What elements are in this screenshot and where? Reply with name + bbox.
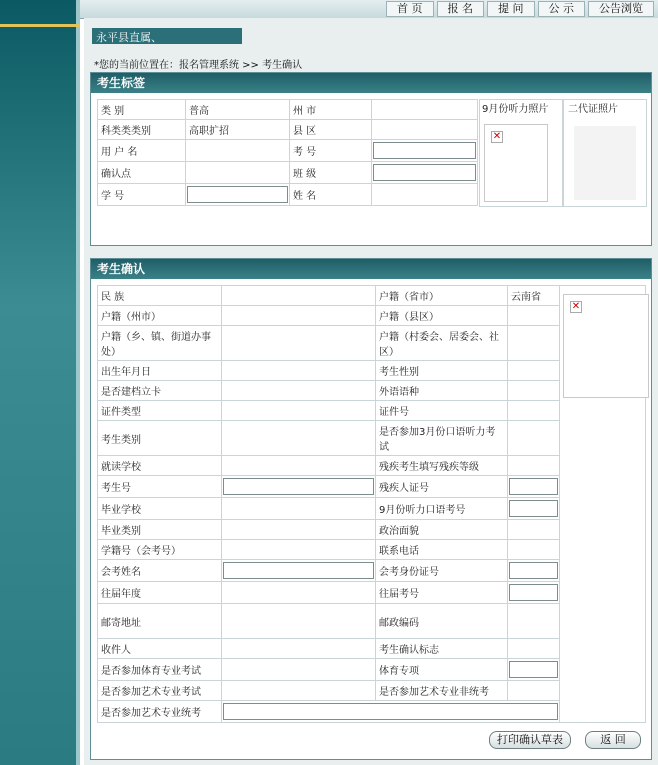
student-confirm-table bbox=[97, 285, 560, 723]
tag-row bbox=[98, 184, 478, 206]
confirm-value bbox=[222, 421, 376, 456]
confirm-value bbox=[222, 286, 376, 306]
confirm-label: 民 族 bbox=[98, 286, 222, 306]
confirm-label: 学籍号（会考号） bbox=[98, 540, 222, 560]
student-tag-table bbox=[97, 99, 478, 206]
confirm-label: 9月份听力口语考号 bbox=[376, 498, 508, 520]
tag-row bbox=[98, 162, 478, 184]
confirm-label: 就读学校 bbox=[98, 456, 222, 476]
confirm-label: 会考姓名 bbox=[98, 560, 222, 582]
tag-value bbox=[186, 184, 290, 206]
confirm-label: 户籍（省市） bbox=[376, 286, 508, 306]
confirm-label: 毕业学校 bbox=[98, 498, 222, 520]
left-sidebar bbox=[0, 0, 80, 765]
confirm-row bbox=[98, 639, 560, 659]
confirm-label: 户籍（县区） bbox=[376, 306, 508, 326]
id-photo-label: 二代证照片 bbox=[568, 104, 618, 115]
confirm-value: 云南省 bbox=[508, 286, 560, 306]
confirm-value bbox=[222, 639, 376, 659]
tag-label: 确认点 bbox=[98, 162, 186, 184]
confirm-input-box[interactable] bbox=[223, 562, 374, 579]
confirm-row bbox=[98, 604, 560, 639]
confirm-input-box[interactable] bbox=[509, 562, 558, 579]
confirm-value bbox=[222, 476, 376, 498]
confirm-value bbox=[508, 639, 560, 659]
print-confirm-button[interactable]: 打印确认草表 bbox=[489, 731, 571, 749]
left-accent-stripe bbox=[0, 24, 80, 27]
confirm-label: 收件人 bbox=[98, 639, 222, 659]
broken-image-icon: ✕ bbox=[492, 131, 502, 142]
confirm-value bbox=[222, 326, 376, 361]
main-content bbox=[84, 18, 658, 765]
confirm-value bbox=[508, 421, 560, 456]
confirm-input-box[interactable] bbox=[223, 478, 374, 495]
tag-label: 类 别 bbox=[98, 100, 186, 120]
confirm-input-box[interactable] bbox=[509, 500, 558, 517]
confirm-label: 户籍（乡、镇、街道办事处） bbox=[98, 326, 222, 361]
confirm-label: 邮寄地址 bbox=[98, 604, 222, 639]
confirm-label: 是否参加艺术专业统考 bbox=[98, 701, 222, 723]
tag-input-box[interactable] bbox=[187, 186, 288, 203]
top-nav-bar bbox=[80, 0, 658, 19]
confirm-photo bbox=[563, 294, 649, 398]
confirm-row bbox=[98, 659, 560, 681]
tag-label: 班 级 bbox=[290, 162, 372, 184]
tag-value: 高职扩招 bbox=[186, 120, 290, 140]
listening-photo-cell bbox=[479, 99, 563, 207]
confirm-row bbox=[98, 476, 560, 498]
confirm-row bbox=[98, 306, 560, 326]
breadcrumb: *您的当前位置在：报名管理系统 >> 考生确认 bbox=[94, 60, 303, 71]
student-tag-title: 考生标签 bbox=[91, 73, 651, 93]
confirm-label: 往届考号 bbox=[376, 582, 508, 604]
confirm-row bbox=[98, 681, 560, 701]
header-title-bar bbox=[92, 28, 242, 44]
confirm-input-box[interactable] bbox=[223, 703, 558, 720]
confirm-row bbox=[98, 701, 560, 723]
tag-value bbox=[186, 162, 290, 184]
nav-public[interactable]: 公 示 bbox=[538, 1, 586, 17]
confirm-label: 体育专项 bbox=[376, 659, 508, 681]
confirm-label: 考生确认标志 bbox=[376, 639, 508, 659]
tag-value bbox=[372, 140, 478, 162]
tag-input-box[interactable] bbox=[373, 164, 476, 181]
confirm-value bbox=[222, 306, 376, 326]
confirm-value bbox=[222, 361, 376, 381]
tag-label: 用 户 名 bbox=[98, 140, 186, 162]
confirm-value bbox=[222, 456, 376, 476]
confirm-input-box[interactable] bbox=[509, 584, 558, 601]
confirm-value bbox=[222, 604, 376, 639]
confirm-row bbox=[98, 582, 560, 604]
confirm-value bbox=[508, 456, 560, 476]
confirm-value bbox=[222, 381, 376, 401]
confirm-value bbox=[222, 401, 376, 421]
top-nav bbox=[383, 1, 654, 17]
confirm-label: 是否参加艺术专业考试 bbox=[98, 681, 222, 701]
confirm-label: 会考身份证号 bbox=[376, 560, 508, 582]
confirm-label: 户籍（州市） bbox=[98, 306, 222, 326]
tag-row bbox=[98, 120, 478, 140]
confirm-value bbox=[508, 361, 560, 381]
nav-announcements[interactable]: 公告浏览 bbox=[588, 1, 654, 17]
student-tag-panel bbox=[90, 72, 652, 246]
confirm-value bbox=[508, 476, 560, 498]
confirm-value bbox=[508, 498, 560, 520]
confirm-row bbox=[98, 326, 560, 361]
confirm-label: 毕业类别 bbox=[98, 520, 222, 540]
confirm-value bbox=[508, 681, 560, 701]
confirm-label: 考生号 bbox=[98, 476, 222, 498]
tag-value bbox=[372, 120, 478, 140]
confirm-row bbox=[98, 456, 560, 476]
confirm-row bbox=[98, 520, 560, 540]
confirm-value bbox=[508, 401, 560, 421]
confirm-label: 往届年度 bbox=[98, 582, 222, 604]
confirm-value bbox=[222, 659, 376, 681]
confirm-value bbox=[508, 560, 560, 582]
confirm-photo-cell bbox=[559, 285, 646, 723]
tag-value bbox=[186, 140, 290, 162]
confirm-row bbox=[98, 560, 560, 582]
confirm-value bbox=[508, 381, 560, 401]
confirm-label: 邮政编码 bbox=[376, 604, 508, 639]
confirm-value bbox=[508, 604, 560, 639]
confirm-label: 联系电话 bbox=[376, 540, 508, 560]
nav-home[interactable]: 首 页 bbox=[386, 1, 434, 17]
confirm-row bbox=[98, 421, 560, 456]
tag-value bbox=[372, 184, 478, 206]
tag-value bbox=[372, 162, 478, 184]
id-photo-cell bbox=[563, 99, 647, 207]
tag-label: 考 号 bbox=[290, 140, 372, 162]
tag-row bbox=[98, 100, 478, 120]
confirm-label: 证件号 bbox=[376, 401, 508, 421]
confirm-value bbox=[508, 326, 560, 361]
confirm-value bbox=[508, 520, 560, 540]
confirm-value bbox=[222, 701, 560, 723]
header-title: 永平县直属、 bbox=[96, 31, 162, 44]
confirm-value bbox=[222, 520, 376, 540]
confirm-label: 残疾人证号 bbox=[376, 476, 508, 498]
tag-label: 县 区 bbox=[290, 120, 372, 140]
confirm-label: 出生年月日 bbox=[98, 361, 222, 381]
confirm-label: 残疾考生填写残疾等级 bbox=[376, 456, 508, 476]
confirm-row bbox=[98, 286, 560, 306]
tag-label: 科类类类别 bbox=[98, 120, 186, 140]
confirm-label: 是否参加艺术专业非统考 bbox=[376, 681, 508, 701]
listening-photo bbox=[484, 124, 548, 202]
confirm-row bbox=[98, 498, 560, 520]
tag-value bbox=[372, 100, 478, 120]
confirm-label: 是否参加3月份口语听力考试 bbox=[376, 421, 508, 456]
nav-register[interactable]: 报 名 bbox=[437, 1, 485, 17]
confirm-value bbox=[508, 582, 560, 604]
confirm-input-box[interactable] bbox=[509, 661, 558, 678]
tag-label: 州 市 bbox=[290, 100, 372, 120]
nav-question[interactable]: 提 问 bbox=[487, 1, 535, 17]
confirm-value bbox=[222, 540, 376, 560]
confirm-row bbox=[98, 361, 560, 381]
confirm-label: 政治面貌 bbox=[376, 520, 508, 540]
confirm-value bbox=[222, 498, 376, 520]
student-confirm-panel bbox=[90, 258, 652, 760]
broken-image-icon: ✕ bbox=[571, 301, 581, 312]
confirm-input-box[interactable] bbox=[509, 478, 558, 495]
back-button[interactable]: 返 回 bbox=[585, 731, 641, 749]
tag-label: 学 号 bbox=[98, 184, 186, 206]
confirm-label: 是否建档立卡 bbox=[98, 381, 222, 401]
confirm-value bbox=[508, 540, 560, 560]
confirm-value bbox=[508, 659, 560, 681]
tag-value: 普高 bbox=[186, 100, 290, 120]
confirm-row bbox=[98, 381, 560, 401]
confirm-row bbox=[98, 540, 560, 560]
confirm-label: 考生性别 bbox=[376, 361, 508, 381]
confirm-label: 证件类型 bbox=[98, 401, 222, 421]
confirm-label: 考生类别 bbox=[98, 421, 222, 456]
confirm-label: 是否参加体育专业考试 bbox=[98, 659, 222, 681]
confirm-value bbox=[222, 582, 376, 604]
id-photo bbox=[574, 126, 636, 200]
confirm-value bbox=[222, 681, 376, 701]
tag-row bbox=[98, 140, 478, 162]
tag-label: 姓 名 bbox=[290, 184, 372, 206]
tag-input-box[interactable] bbox=[373, 142, 476, 159]
confirm-row bbox=[98, 401, 560, 421]
confirm-label: 户籍（村委会、居委会、社区） bbox=[376, 326, 508, 361]
listening-photo-label: 9月份听力照片 bbox=[482, 104, 549, 115]
confirm-value bbox=[222, 560, 376, 582]
confirm-label: 外语语种 bbox=[376, 381, 508, 401]
student-confirm-title: 考生确认 bbox=[91, 259, 651, 279]
confirm-value bbox=[508, 306, 560, 326]
